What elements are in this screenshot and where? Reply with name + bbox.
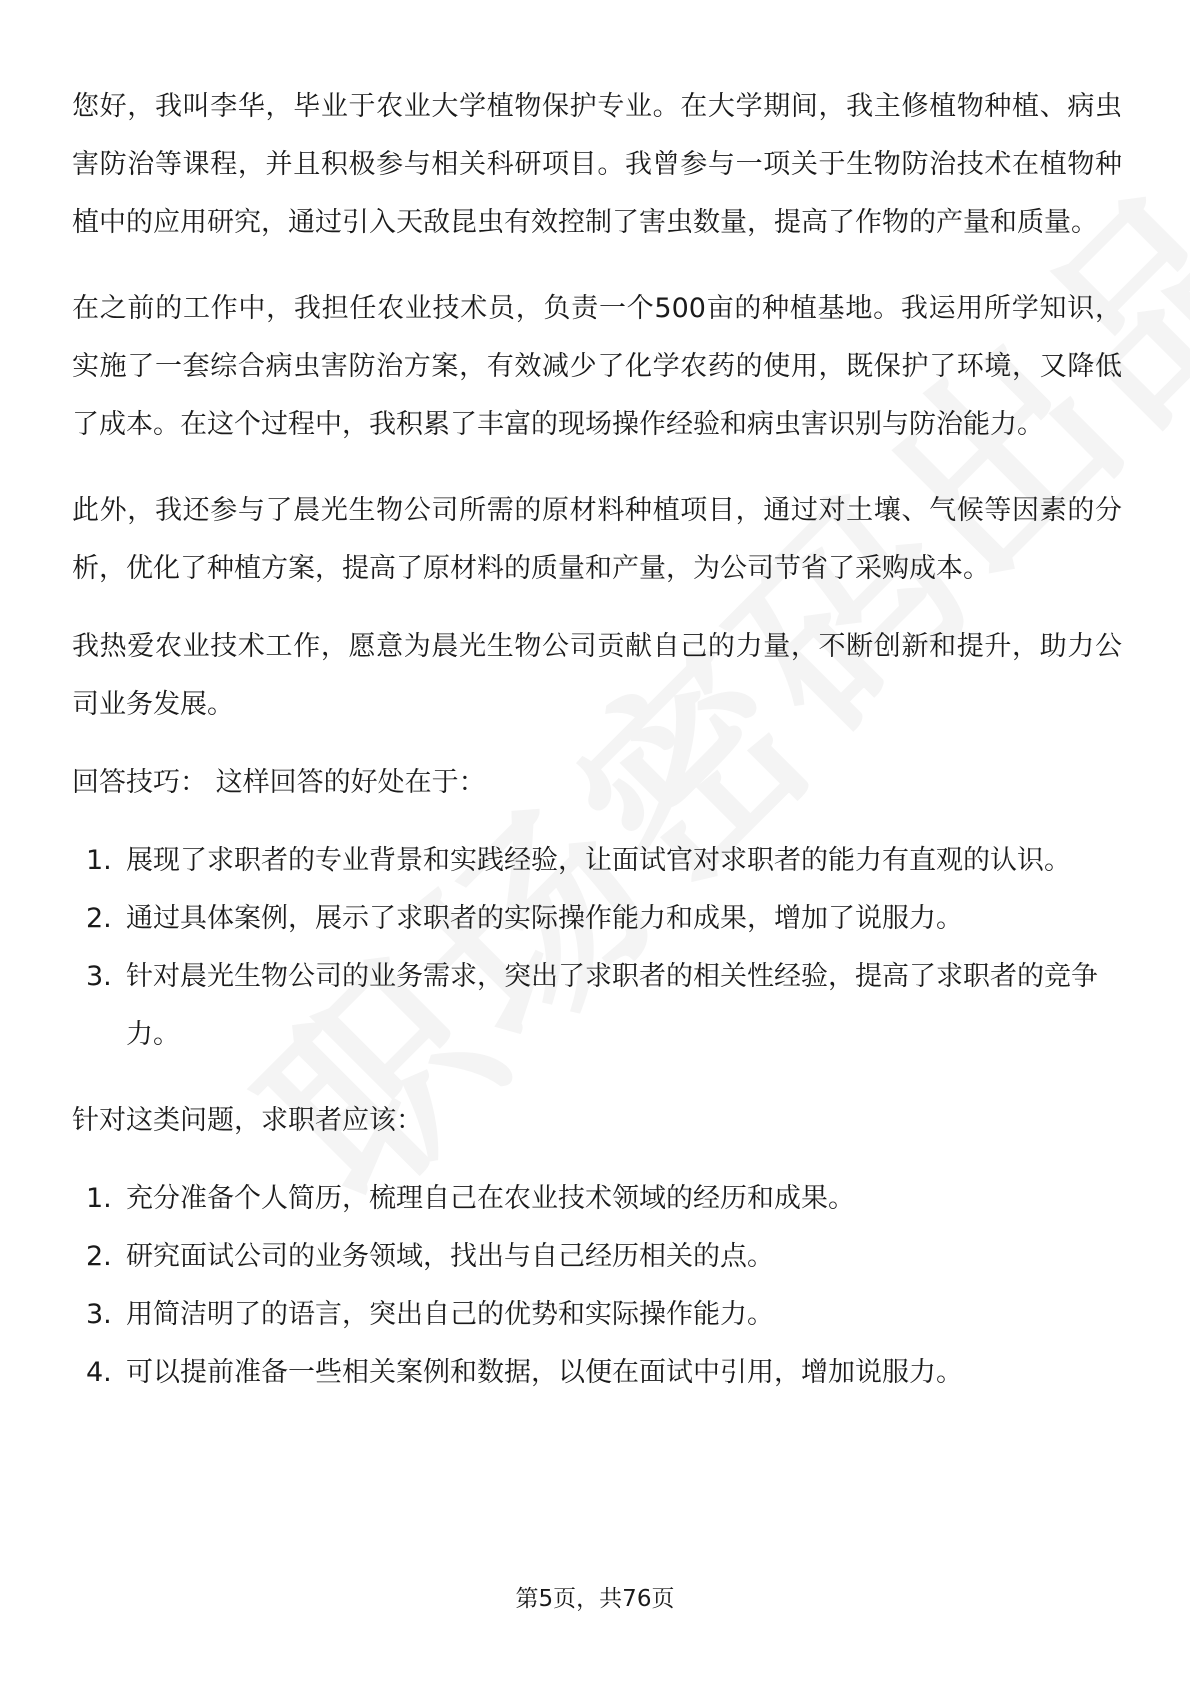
list-number: 1. bbox=[86, 845, 112, 876]
list-item bbox=[72, 1344, 1122, 1402]
list-text: 展现了求职者的专业背景和实践经验，让面试官对求职者的能力有直观的认识。 bbox=[126, 845, 1071, 876]
page-footer: 第5页，共76页 bbox=[515, 1586, 675, 1612]
list-text: 针对晨光生物公司的业务需求，突出了求职者的相关性经验，提高了求职者的竞争力。 bbox=[126, 961, 1098, 1050]
list-number: 2. bbox=[86, 1241, 112, 1272]
tips-heading: 回答技巧： 这样回答的好处在于： bbox=[72, 767, 486, 798]
list-item bbox=[72, 948, 1122, 1064]
list-item bbox=[72, 1286, 1122, 1344]
list-item bbox=[72, 1170, 1122, 1228]
list-item bbox=[72, 890, 1122, 948]
list-item bbox=[72, 832, 1122, 890]
paragraph-intro: 您好，我叫李华，毕业于农业大学植物保护专业。在大学期间，我主修植物种植、病虫害防治等课程，并且积极参与相关科研项目。我曾参与一项关于生物防治技术在植物种植中的应用研究，通过引入天敌昆虫有效控制了害虫数量，提高了作物的产量和质量。 bbox=[72, 91, 1122, 238]
list-number: 2. bbox=[86, 903, 112, 934]
advice-list bbox=[72, 1170, 1122, 1402]
list-text: 可以提前准备一些相关案例和数据，以便在面试中引用，增加说服力。 bbox=[126, 1357, 963, 1388]
advice-heading: 针对这类问题，求职者应该： bbox=[72, 1105, 423, 1136]
document-body bbox=[72, 78, 1122, 1402]
tips-list bbox=[72, 832, 1122, 1064]
list-item bbox=[72, 1228, 1122, 1286]
list-number: 4. bbox=[86, 1357, 112, 1388]
paragraph-closing: 我热爱农业技术工作，愿意为晨光生物公司贡献自己的力量，不断创新和提升，助力公司业务发展。 bbox=[72, 631, 1122, 720]
list-number: 1. bbox=[86, 1183, 112, 1214]
list-number: 3. bbox=[86, 1299, 112, 1330]
list-number: 3. bbox=[86, 961, 112, 992]
list-text: 研究面试公司的业务领域，找出与自己经历相关的点。 bbox=[126, 1241, 774, 1272]
paragraph-project: 此外，我还参与了晨光生物公司所需的原材料种植项目，通过对土壤、气候等因素的分析，优化了种植方案，提高了原材料的质量和产量，为公司节省了采购成本。 bbox=[72, 495, 1122, 584]
list-text: 用简洁明了的语言，突出自己的优势和实际操作能力。 bbox=[126, 1299, 774, 1330]
list-text: 充分准备个人简历，梳理自己在农业技术领域的经历和成果。 bbox=[126, 1183, 855, 1214]
paragraph-work-experience: 在之前的工作中，我担任农业技术员，负责一个500亩的种植基地。我运用所学知识，实施了一套综合病虫害防治方案，有效减少了化学农药的使用，既保护了环境，又降低了成本。在这个过程中，我积累了丰富的现场操作经验和病虫害识别与防治能力。 bbox=[72, 293, 1122, 440]
list-text: 通过具体案例，展示了求职者的实际操作能力和成果，增加了说服力。 bbox=[126, 903, 963, 934]
